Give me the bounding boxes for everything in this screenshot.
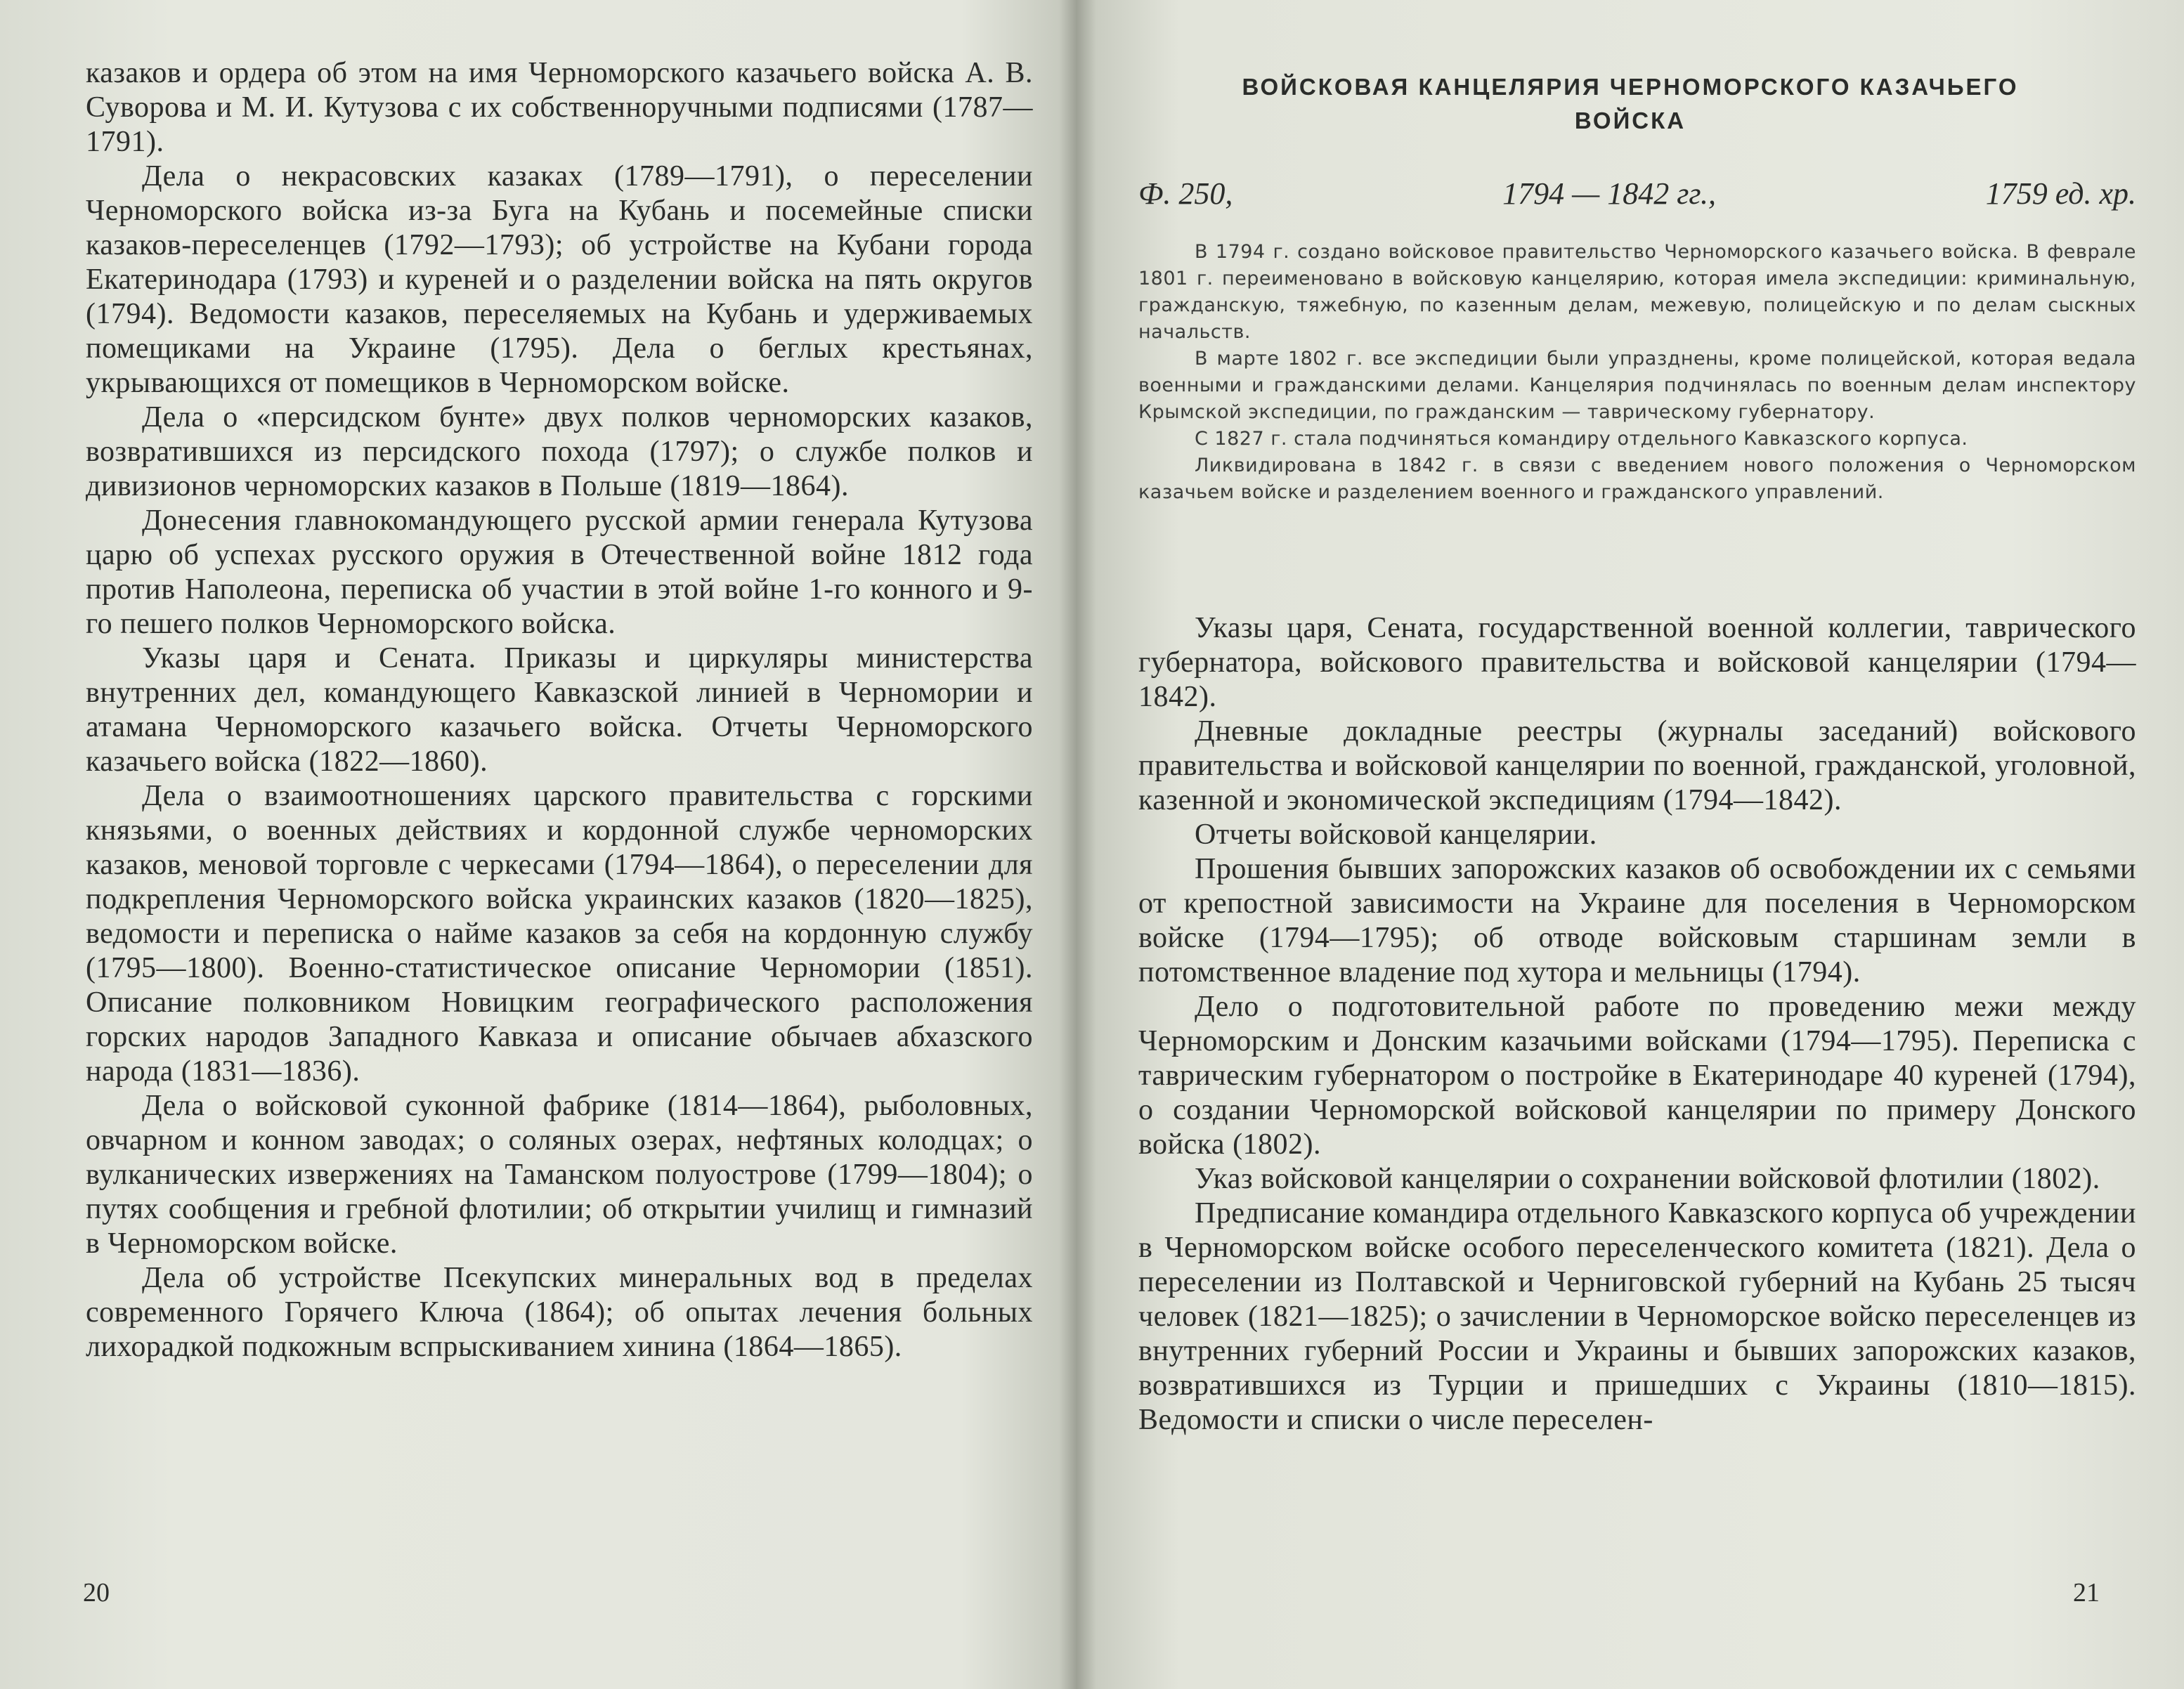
fund-dates: 1794 — 1842 гг., (1502, 176, 1717, 211)
paragraph: Указы царя, Сената, государственной военной коллегии, таврического губернатора, войскового правительства и войсковой канцелярии (1794—1842). (1138, 612, 2136, 713)
fund-units: 1759 ед. хр. (1985, 176, 2136, 211)
paragraph: Прошения бывших запорожских казаков об освобождении их с семьями от крепостной зависимости на Украине для поселения в Черноморском войске (1794—1795); об отводе войсковым старшинам земли в потомственное владение под хутора и мельницы (1794). (1138, 853, 2136, 989)
left-page-text (86, 56, 1033, 1364)
paragraph: Дела о войсковой суконной фабрике (1814—1864), рыболовных, овчарном и конном заводах; о соляных озерах, нефтяных колодцах; о вулканических извержениях на Таманском полуострове (1799—1804); о путях сообщения и гребной флотилии; об открытии училищ и гимназий в Черноморском войске. (86, 1090, 1033, 1260)
note-paragraph: В 1794 г. создано войсковое правительство Черноморского казачьего войска. В феврале 1801 г. переименовано в войсковую канцелярию, которая имела экспедиции: криминальную, гражданскую, тяжебную, по казенным делам, межевую, полицейскую и по делам сыскных начальств. (1138, 241, 2136, 343)
section-heading: ВОЙСКОВАЯ КАНЦЕЛЯРИЯ ЧЕРНОМОРСКОГО КАЗАЧЬЕГО ВОЙСКА (1242, 74, 2019, 133)
right-page-text (1138, 611, 2136, 1437)
paragraph: казаков и ордера об этом на имя Черноморского казачьего войска А. В. Суворова и М. И. Кутузова с их собственноручными подписями (1787—1791). (86, 57, 1033, 158)
paragraph: Дневные докладные реестры (журналы заседаний) войскового правительства и войсковой канцелярии по военной, гражданской, уголовной, казенной и экономической экспедициям (1794—1842). (1138, 715, 2136, 816)
paragraph: Указ войсковой канцелярии о сохранении войсковой флотилии (1802). (1195, 1163, 2100, 1195)
note-paragraph: Ликвидирована в 1842 г. в связи с введением нового положения о Черноморском казачьем войске и разделением военного и гражданского управлений. (1138, 455, 2136, 503)
note-paragraph: В марте 1802 г. все экспедиции были упразднены, кроме полицейской, которая ведала военными и гражданскими делами. Канцелярия подчинялась по военным делам инспектору Крымской экспедиции, по гражданским — таврическому губернатору. (1138, 348, 2136, 423)
paragraph: Донесения главнокомандующего русской армии генерала Кутузова царю об успехах русского оружия в Отечественной войне 1812 года против Наполеона, переписка об участии в этой войне 1-го конного и 9-го пешего полков Черноморского войска. (86, 504, 1033, 640)
paragraph: Предписание командира отдельного Кавказского корпуса об учреждении в Черноморском войске особого переселенческого комитета (1821). Дела о переселении из Полтавской и Черниговской губерний на Кубань 25 тысяч человек (1821—1825); о зачислении в Черноморское войско переселенцев из внутренних губерний России и Украины и бывших запорожских казаков, возвратившихся из Турции и пришедших с Украины (1810—1815). Ведомости и списки о числе переселен- (1138, 1197, 2136, 1436)
paragraph: Дело о подготовительной работе по проведению межи между Черноморским и Донским казачьими войсками (1794—1795). Переписка с таврическим губернатором о постройке в Екатеринодаре 40 куреней (1794), о создании Черноморской войсковой канцелярии по примеру Донского войска (1802). (1138, 991, 2136, 1161)
paragraph: Дела об устройстве Псекупских минеральных вод в пределах современного Горячего Ключа (1864); об опытах лечения больных лихорадкой подкожным вспрыскиванием хинина (1864—1865). (86, 1262, 1033, 1363)
historical-note (1138, 239, 2136, 506)
page-number-right: 21 (2073, 1578, 2100, 1608)
page-number-left: 20 (83, 1578, 110, 1608)
right-page (1086, 0, 2184, 1689)
fund-number: Ф. 250, (1138, 176, 1233, 211)
left-page (0, 0, 1072, 1689)
paragraph: Дела о взаимоотношениях царского правительства с горскими князьями, о военных действиях и кордонной службе черноморских казаков, меновой торговле с черкесами (1794—1864), о переселении для подкрепления Черноморского войска украинских казаков (1820—1825), ведомости и переписка о найме казаков за себя на кордонную службу (1795—1800). Военно-статистическое описание Черномории (1851). Описание полковником Новицким географического расположения горских народов Западного Кавказа и описание обычаев абхазского народа (1831—1836). (86, 780, 1033, 1088)
paragraph: Дела о «персидском бунте» двух полков черноморских казаков, возвратившихся из персидского похода (1797); о службе полков и дивизионов черноморских казаков в Польше (1819—1864). (86, 401, 1033, 502)
fund-line (1138, 176, 2136, 211)
paragraph: Дела о некрасовских казаках (1789—1791), о переселении Черноморского войска из-за Буга на Кубань и посемейные списки казаков-переселенцев (1792—1793); об устройстве на Кубани города Екатеринодара (1793) и куреней и о разделении войска на пять округов (1794). Ведомости казаков, переселяемых на Кубань и удерживаемых помещиками на Украине (1795). Дела о беглых крестьянах, укрывающихся от помещиков в Черноморском войске. (86, 160, 1033, 399)
paragraph: Указы царя и Сената. Приказы и циркуляры министерства внутренних дел, командующего Кавказской линией в Черномории и атамана Черноморского казачьего войска. Отчеты Черноморского казачьего войска (1822—1860). (86, 642, 1033, 778)
paragraph: Отчеты войсковой канцелярии. (1195, 819, 1597, 851)
note-paragraph: С 1827 г. стала подчиняться командиру отдельного Кавказского корпуса. (1195, 428, 1968, 450)
